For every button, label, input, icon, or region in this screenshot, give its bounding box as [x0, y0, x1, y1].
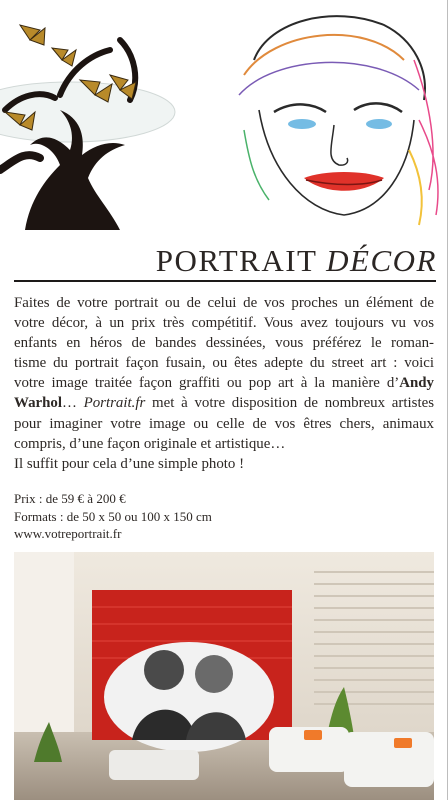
body-text-run: votre image traitée façon graffiti ou pop art à la manière d’: [14, 375, 400, 392]
body-text-run: Warhol: [14, 395, 62, 412]
body-line: [14, 313, 434, 333]
body-text-run: pour imaginer votre image ou celle de vos êtres chers, animaux: [14, 415, 434, 432]
body-line: [14, 353, 434, 373]
interior-photo: [14, 552, 434, 800]
body-text-run: votre décor, à un prix très compétitif. Vous avez toujours vu vos: [14, 315, 434, 332]
body-line: [14, 454, 434, 474]
body-line: [14, 393, 434, 413]
body-text-run: Faites de votre portrait ou de celui de vos proches un élément de: [14, 295, 434, 311]
website-link[interactable]: www.votreportrait.fr: [14, 526, 122, 541]
body-text-run: Portrait.fr: [83, 395, 146, 412]
body-line: [14, 333, 434, 353]
article-title: [0, 243, 437, 279]
body-text-run: enfants en héros de bandes dessinées, vous préférez le roman-: [14, 335, 434, 352]
body-text-run: Andy: [399, 375, 434, 392]
body-line: [14, 414, 434, 434]
body-line: [14, 434, 434, 454]
title-italic: DÉCOR: [326, 243, 437, 278]
price-line: Prix : de 59 € à 200 €: [14, 491, 126, 506]
butterfly-table-illustration: [0, 0, 200, 235]
body-text-run: tisme du portrait façon fusain, ou êtes adepte du street art : voici: [14, 355, 434, 372]
sketch-portrait-illustration: [214, 0, 444, 235]
article-facts: [14, 490, 212, 543]
article-body: [14, 293, 434, 474]
body-text-run: Il suffit pour cela d’une simple photo !: [14, 455, 245, 472]
formats-line: Formats : de 50 x 50 ou 100 x 150 cm: [14, 508, 212, 524]
body-text-run: compris, d’une façon originale et artistique…: [14, 435, 286, 452]
body-text-run: …: [62, 395, 84, 412]
body-line: [14, 293, 434, 313]
title-divider: [14, 280, 436, 282]
body-text-run: met à votre disposition de nombreux artistes: [145, 395, 434, 412]
body-line: [14, 373, 434, 393]
title-plain: PORTRAIT: [155, 243, 317, 278]
